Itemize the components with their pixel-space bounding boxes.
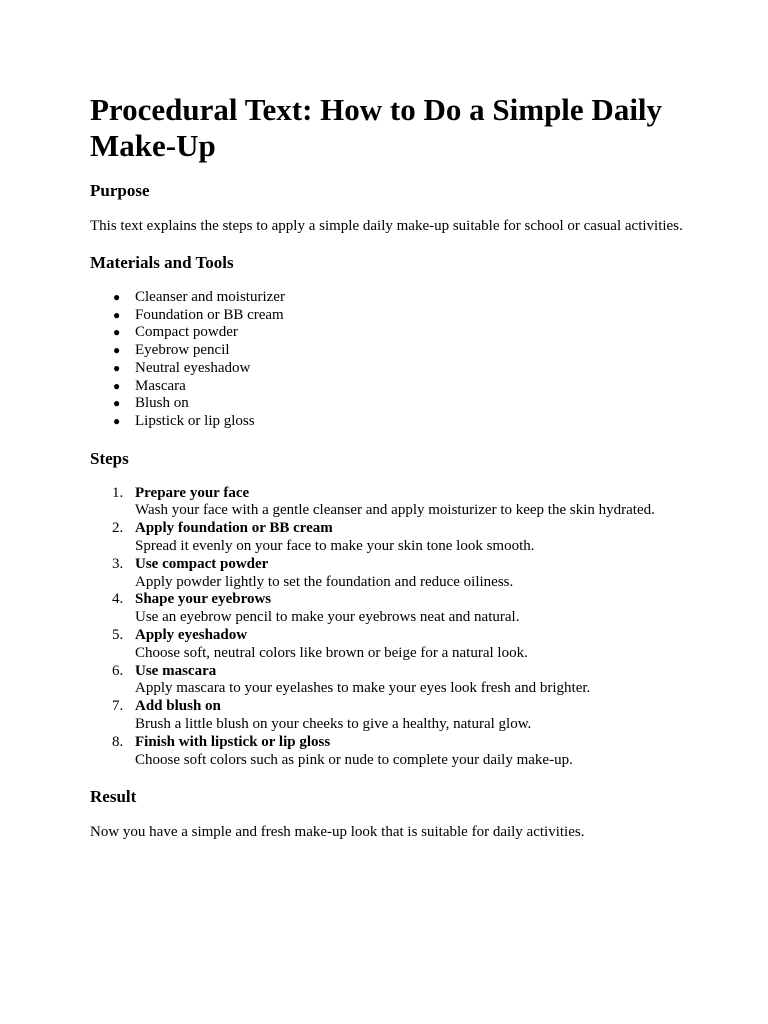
purpose-heading: Purpose — [90, 181, 150, 200]
list-item — [113, 412, 690, 431]
step-number: 2. — [112, 520, 124, 537]
steps-heading: Steps — [90, 448, 129, 468]
material-label: Cleanser and moisturizer — [135, 289, 285, 305]
result-heading: Result — [90, 787, 137, 807]
step-item — [112, 627, 690, 663]
step-description: Choose soft colors such as pink or nude to complete your daily make-up. — [135, 751, 573, 768]
bullet-icon: ● — [113, 360, 121, 375]
materials-heading: Materials and Tools — [90, 253, 234, 272]
step-number: 3. — [112, 555, 124, 572]
material-label: Compact powder — [135, 324, 238, 341]
step-item — [112, 733, 690, 770]
step-title: Finish with lipstick or lip gloss — [135, 733, 331, 750]
step-number: 6. — [112, 662, 124, 679]
bullet-icon: ● — [113, 290, 121, 304]
step-title: Prepare your face — [135, 484, 250, 501]
bullet-icon: ● — [113, 307, 121, 322]
step-number: 1. — [112, 484, 124, 501]
bullet-icon: ● — [113, 396, 121, 411]
step-description: Spread it evenly on your face to make your skin tone look smooth. — [135, 538, 535, 555]
materials-list — [90, 289, 690, 431]
step-title: Add blush on — [135, 698, 221, 715]
step-item — [112, 591, 690, 627]
bullet-icon: ● — [113, 378, 121, 393]
list-item — [113, 359, 690, 378]
bullet-icon: ● — [113, 325, 121, 340]
list-item — [113, 289, 690, 307]
step-description: Apply mascara to your eyelashes to make your eyes look fresh and brighter. — [135, 680, 591, 697]
material-label: Mascara — [135, 377, 186, 394]
step-number: 5. — [112, 627, 124, 643]
material-label: Blush on — [135, 395, 189, 412]
list-item — [113, 306, 690, 325]
step-item — [112, 484, 690, 521]
step-title: Use mascara — [135, 662, 217, 679]
step-number: 8. — [112, 733, 124, 750]
list-item — [113, 395, 690, 413]
document-title: Procedural Text: How to Do a Simple Daily Make-Up — [90, 92, 663, 163]
document-page — [90, 92, 690, 841]
purpose-text: This text explains the steps to apply a simple daily make-up suitable for school or casual activities. — [90, 218, 683, 234]
step-description: Choose soft, neutral colors like brown or beige for a natural look. — [135, 644, 528, 661]
bullet-icon: ● — [113, 343, 121, 358]
step-title: Apply eyeshadow — [135, 627, 248, 643]
step-title: Use compact powder — [135, 555, 269, 572]
step-item — [112, 698, 690, 734]
step-item — [112, 555, 690, 592]
result-text: Now you have a simple and fresh make-up look that is suitable for daily activities. — [90, 824, 585, 841]
step-description: Brush a little blush on your cheeks to give a healthy, natural glow. — [135, 715, 532, 732]
step-item — [112, 662, 690, 699]
list-item — [113, 377, 690, 396]
material-label: Foundation or BB cream — [135, 306, 284, 323]
step-item — [112, 520, 690, 556]
step-number: 7. — [112, 698, 124, 715]
list-item — [113, 324, 690, 342]
step-title: Apply foundation or BB cream — [135, 520, 333, 537]
step-title: Shape your eyebrows — [135, 591, 272, 608]
step-description: Apply powder lightly to set the foundation and reduce oiliness. — [135, 573, 514, 590]
bullet-icon: ● — [113, 413, 121, 428]
material-label: Neutral eyeshadow — [135, 359, 251, 376]
material-label: Eyebrow pencil — [135, 342, 230, 359]
steps-list — [90, 485, 690, 770]
step-description: Use an eyebrow pencil to make your eyebrows neat and natural. — [135, 609, 520, 626]
step-number: 4. — [112, 591, 124, 608]
list-item — [113, 342, 690, 360]
step-description: Wash your face with a gentle cleanser and apply moisturizer to keep the skin hydrated. — [135, 502, 655, 519]
material-label: Lipstick or lip gloss — [135, 412, 255, 429]
